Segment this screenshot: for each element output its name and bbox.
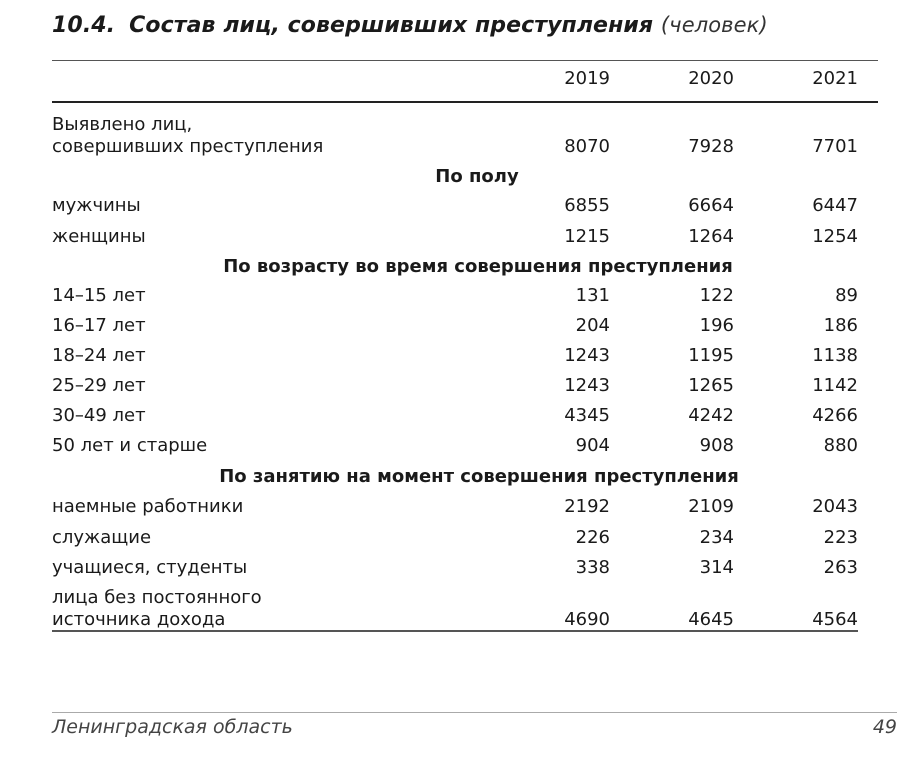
page-number: 49 bbox=[872, 716, 897, 738]
row-label: 18–24 лет bbox=[52, 345, 146, 366]
cell-2019: 226 bbox=[575, 527, 610, 548]
cell-2021: 1254 bbox=[812, 226, 858, 247]
row-label-line-2: источника дохода bbox=[52, 609, 226, 630]
cell-2020: 122 bbox=[699, 285, 734, 306]
row-label: 30–49 лет bbox=[52, 405, 146, 426]
row-label: мужчины bbox=[52, 195, 141, 216]
row-label-line-1: лица без постоянного bbox=[52, 587, 262, 608]
section-heading-occupation: По занятию на момент совершения преступления bbox=[219, 466, 739, 487]
column-header-2020: 2020 bbox=[688, 68, 734, 89]
cell-2019: 131 bbox=[575, 285, 610, 306]
cell-2019: 904 bbox=[575, 435, 610, 456]
cell-2019: 204 bbox=[575, 315, 610, 336]
column-header-2019: 2019 bbox=[564, 68, 610, 89]
table-header-rule bbox=[52, 101, 878, 103]
row-label: 14–15 лет bbox=[52, 285, 146, 306]
cell-2019: 4345 bbox=[564, 405, 610, 426]
table-top-rule bbox=[52, 60, 878, 61]
cell-2021: 6447 bbox=[812, 195, 858, 216]
cell-2021: 263 bbox=[823, 557, 858, 578]
cell-2021: 89 bbox=[835, 285, 858, 306]
cell-2020: 4645 bbox=[688, 609, 734, 630]
cell-2020: 234 bbox=[699, 527, 734, 548]
row-label: 50 лет и старше bbox=[52, 435, 208, 456]
cell-2020: 2109 bbox=[688, 496, 734, 517]
table-title: Состав лиц, совершивших преступления bbox=[129, 13, 654, 38]
footer-region: Ленинградская область bbox=[52, 716, 293, 738]
table-number: 10.4. bbox=[52, 13, 116, 38]
row-label bbox=[52, 587, 262, 631]
section-heading-age: По возрасту во время совершения преступления bbox=[223, 256, 733, 277]
row-label: наемные работники bbox=[52, 496, 244, 517]
page-title bbox=[52, 13, 768, 38]
cell-2021: 223 bbox=[823, 527, 858, 548]
cell-2019: 1215 bbox=[564, 226, 610, 247]
row-label: 25–29 лет bbox=[52, 375, 146, 396]
footer-rule bbox=[52, 712, 897, 713]
row-label: учащиеся, студенты bbox=[52, 557, 248, 578]
cell-2021: 4564 bbox=[812, 609, 858, 630]
cell-2021: 1142 bbox=[812, 375, 858, 396]
cell-2021: 1138 bbox=[812, 345, 858, 366]
cell-2021: 880 bbox=[823, 435, 858, 456]
cell-2020: 1264 bbox=[688, 226, 734, 247]
cell-2019: 2192 bbox=[564, 496, 610, 517]
cell-2020: 196 bbox=[699, 315, 734, 336]
cell-2020: 908 bbox=[699, 435, 734, 456]
row-label: служащие bbox=[52, 527, 152, 548]
cell-2019: 4690 bbox=[564, 609, 610, 630]
section-heading-gender: По полу bbox=[435, 166, 519, 187]
cell-2020: 1195 bbox=[688, 345, 734, 366]
cell-2021: 7701 bbox=[812, 136, 858, 157]
cell-2019: 1243 bbox=[564, 345, 610, 366]
cell-2020: 4242 bbox=[688, 405, 734, 426]
row-label-line-1: Выявлено лиц, bbox=[52, 114, 193, 135]
cell-2019: 6855 bbox=[564, 195, 610, 216]
cell-2021: 4266 bbox=[812, 405, 858, 426]
cell-2019: 1243 bbox=[564, 375, 610, 396]
table-unit: (человек) bbox=[660, 13, 768, 37]
row-label-line-2: совершивших преступления bbox=[52, 136, 324, 157]
cell-2019: 8070 bbox=[564, 136, 610, 157]
column-header-2021: 2021 bbox=[812, 68, 858, 89]
table-bottom-rule bbox=[52, 630, 858, 632]
cell-2019: 338 bbox=[575, 557, 610, 578]
cell-2021: 2043 bbox=[812, 496, 858, 517]
cell-2020: 1265 bbox=[688, 375, 734, 396]
cell-2021: 186 bbox=[823, 315, 858, 336]
cell-2020: 6664 bbox=[688, 195, 734, 216]
cell-2020: 7928 bbox=[688, 136, 734, 157]
cell-2020: 314 bbox=[699, 557, 734, 578]
row-label: 16–17 лет bbox=[52, 315, 146, 336]
row-label bbox=[52, 114, 323, 158]
row-label: женщины bbox=[52, 226, 146, 247]
